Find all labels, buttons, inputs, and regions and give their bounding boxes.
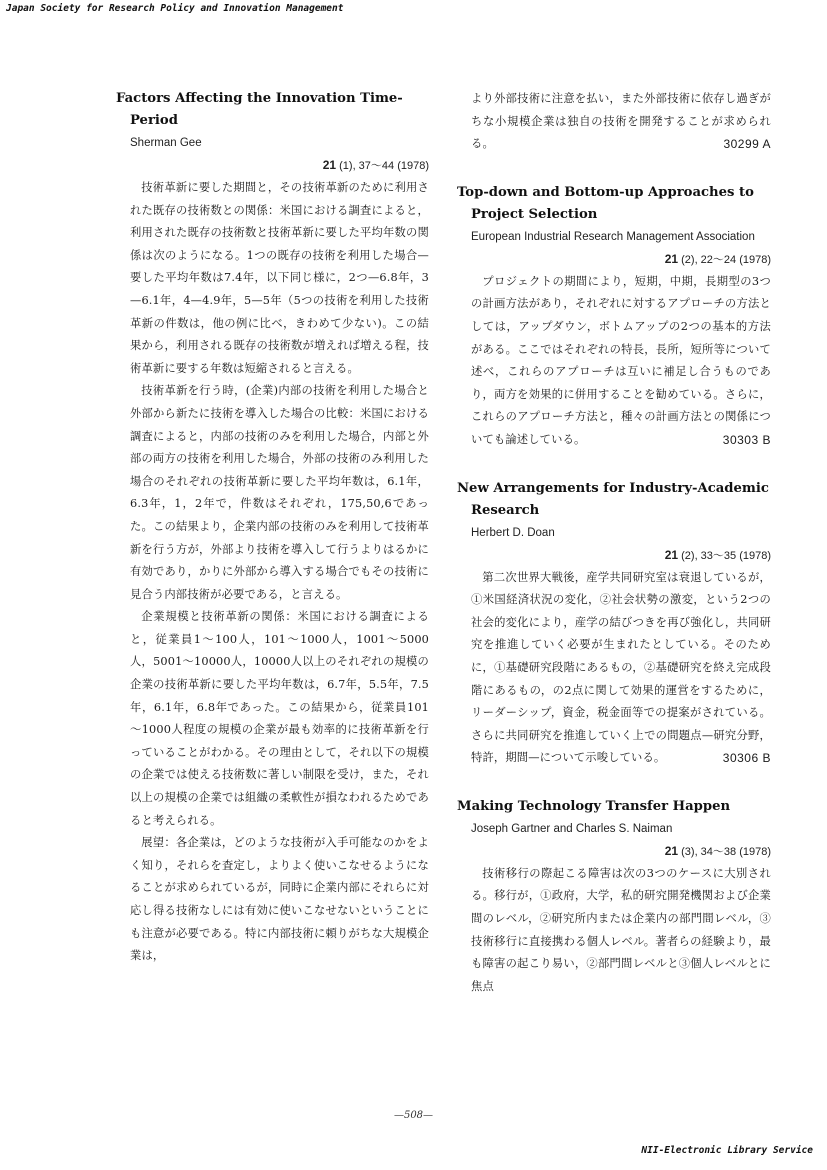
article-citation bbox=[457, 840, 771, 863]
article bbox=[457, 478, 771, 770]
citation-detail: (1), 37～44 (1978) bbox=[336, 160, 429, 172]
article-abstract bbox=[457, 567, 771, 770]
article-continuation bbox=[457, 88, 771, 156]
article bbox=[116, 88, 429, 968]
article-citation bbox=[457, 248, 771, 271]
abstract-code: 30306 B bbox=[722, 751, 771, 766]
citation-volume: 21 bbox=[322, 158, 337, 172]
citation-detail: (2), 33～35 (1978) bbox=[678, 549, 771, 562]
article-title: Factors Affecting the Innovation Time-Period bbox=[116, 91, 403, 128]
right-column bbox=[457, 88, 771, 1024]
article-author: Sherman Gee bbox=[130, 137, 202, 149]
continuation-text: より外部技術に注意を払い，また外部技術に依存し過ぎがちな小規模企業は独自の技術を開発することが求められる。 bbox=[471, 92, 771, 151]
abstract-paragraph bbox=[471, 567, 771, 770]
article-abstract bbox=[116, 177, 429, 968]
citation-detail: (2), 22～24 (1978) bbox=[678, 253, 771, 266]
article-author: Herbert D. Doan bbox=[471, 526, 555, 539]
article-citation bbox=[116, 154, 429, 177]
article-abstract bbox=[457, 271, 771, 452]
article-citation bbox=[457, 544, 771, 567]
article bbox=[457, 796, 771, 999]
abstract-paragraph bbox=[471, 271, 771, 452]
abstract-text: 第二次世界大戦後，産学共同研究室は衰退しているが，①米国経済状況の変化，②社会状勢の激変，という2つの社会的変化により，産学の結びつきを再び強化し，共同研究を推進していく必要が生まれたとしている。そのために，①基礎研究段階にあるもの，②基礎研究を終え完成段階にあるもの，の2点に関して効果的運営をするために，リーダーシップ，資金，税金面等での提案がされている。さらに共同研究を推進していく上での問題点—研究分野，特許，期間—について示唆している。 bbox=[471, 570, 771, 765]
article-author: European Industrial Research Management Association bbox=[471, 230, 755, 243]
citation-volume: 21 bbox=[664, 843, 679, 858]
abstract-text: プロジェクトの期間により，短期，中期，長期型の3つの計画方法があり，それぞれに対するアプローチの方法としては，アップダウン，ボトムアップの2つの基本的方法がある。ここではそれぞれの特長，長所，短所等について述べ，これらのアプローチは互いに補足し合うものであり，両方を効果的に併用することを勧めている。さらに，これらのアプローチ方法と，種々の計画方法との関係についても論述している。 bbox=[471, 274, 771, 446]
abstract-paragraph: 企業規模と技術革新の関係：米国における調査によると，従業員1～100人，101～1000人，1001～5000人，5001～10000人，10000人以上のそれぞれの規模の企業の技術革新に要した平均年数は，6.7年，5.5年，7.5年，6.1年，6.8年であった。この結果から，従業員101～1000人程度の規模の企業が最も効率的に技術革新を行っていることがわかる。その理由として，それ以下の規模の企業では使える技術数に著しい制限を受け，また，それ以上の規模の企業では組織の柔軟性が損なわれるためであると考えられる。 bbox=[130, 610, 429, 827]
article-title: New Arrangements for Industry-Academic Research bbox=[457, 480, 769, 518]
article bbox=[457, 182, 771, 452]
article-abstract bbox=[457, 88, 771, 156]
article-title: Making Technology Transfer Happen bbox=[457, 798, 731, 814]
citation-detail: (3), 34～38 (1978) bbox=[678, 845, 771, 858]
article-abstract bbox=[457, 863, 771, 999]
abstract-code: 30299 A bbox=[723, 137, 771, 152]
abstract-paragraph: 技術革新に要した期間と，その技術革新のために利用された既存の技術数との関係：米国における調査によると，利用された既存の技術数と技術革新に要した平均年数の関係は次のようになる。1つの既存の技術を利用した場合—要した平均年数は7.4年，以下同じ様に，2つ—6.8年，3—6.1年，4—4.9年，5—5年（5つの技術を利用した技術革新の件数は，他の例に比べ，きわめて少ない)。この結果から，利用される既存の技術数が増えれば増える程，技術革新に要する年数は短縮されると言える。 bbox=[130, 181, 429, 375]
abstract-paragraph: 展望：各企業は，どのような技術が入手可能なのかをよく知り，それらを査定し，よりよく使いこなせるようになることが求められているが，同時に企業内部にそれらに対応し得る技術なしには有効に使いこなせないということにも注意が必要である。特に内部技術に頼りがちな大規模企業は， bbox=[130, 836, 429, 963]
citation-volume: 21 bbox=[664, 251, 679, 266]
abstract-paragraph: 技術革新を行う時，(企業)内部の技術を利用した場合と外部から新たに技術を導入した場合の比較：米国における調査によると，内部の技術のみを利用した場合，内部と外部の両方の技術を利用した場合，外部の技術のみ利用した場合のそれぞれの技術革新に要した平均年数は，6.1年，6.3年，1，2年で，件数はそれぞれ，175,50,6であった。この結果より，企業内部の技術のみを利用して技術革新を行う方が，外部より技術を導入して行うよりはるかに有効であり，かりに外部から導入する場合でもその技術に見合う内部技術が必要である，と言える。 bbox=[130, 384, 429, 601]
abstract-paragraph bbox=[471, 88, 771, 156]
page-footer: NII-Electronic Library Service bbox=[641, 1145, 813, 1156]
page-number: —508— bbox=[393, 1110, 434, 1121]
left-column bbox=[116, 88, 429, 994]
article-title: Top-down and Bottom-up Approaches to Project Selection bbox=[457, 184, 754, 222]
abstract-code: 30303 B bbox=[722, 432, 771, 447]
abstract-paragraph: 技術移行の際起こる障害は次の3つのケースに大別される。移行が，①政府，大学，私的研究開発機関および企業間のレベル，②研究所内または企業内の部門間レベル，③技術移行に直接携わる個人レベル。著者らの経験より，最も障害の起こり易い，②部門間レベルと③個人レベルとに焦点 bbox=[471, 866, 771, 993]
article-author: Joseph Gartner and Charles S. Naiman bbox=[471, 822, 673, 835]
citation-volume: 21 bbox=[664, 547, 679, 562]
page-header: Japan Society for Research Policy and Innovation Management bbox=[6, 3, 344, 14]
